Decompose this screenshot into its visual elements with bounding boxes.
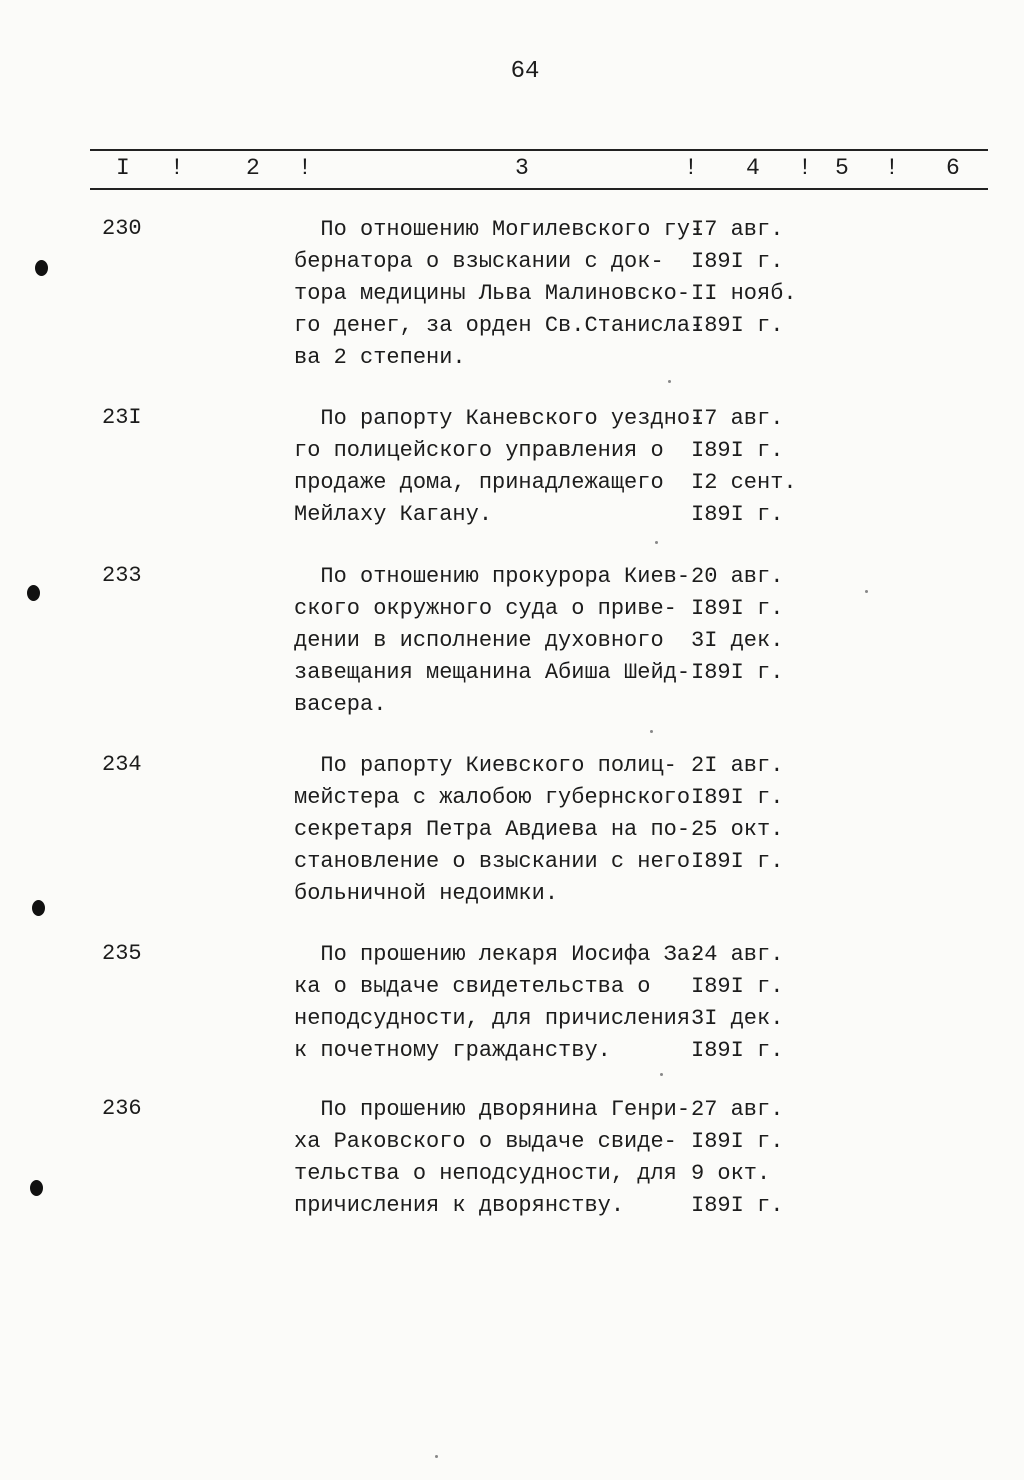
entry-text-line: дении в исполнение духовного (294, 628, 664, 653)
entry-number: 234 (102, 752, 142, 777)
entry-date-line: I2 сент. (691, 470, 797, 495)
col-separator: ! (298, 155, 312, 181)
header-rule-top (90, 149, 988, 151)
scan-speck (660, 1073, 663, 1076)
col-header-2: 2 (246, 155, 260, 181)
entry-date-line: I89I г. (691, 974, 784, 999)
entry-date-line: II нояб. (691, 281, 797, 306)
entry-text-line: По рапорту Киевского полиц- (294, 753, 677, 778)
col-separator: ! (885, 155, 899, 181)
entry-date-line: I89I г. (691, 438, 784, 463)
entry-text-line: ка о выдаче свидетельства о (294, 974, 651, 999)
entry-text-line: По прошению лекаря Иосифа За- (294, 942, 704, 967)
entry-date-line: 9 окт. (691, 1161, 771, 1186)
entry-date-line: 20 авг. (691, 564, 784, 589)
punch-hole (27, 585, 40, 601)
col-header-5: 5 (835, 155, 849, 181)
entry-text-line: По рапорту Каневского уездно- (294, 406, 704, 431)
entry-text-line: неподсудности, для причисления (294, 1006, 691, 1031)
entry-text-line: Мейлаху Кагану. (294, 502, 493, 527)
entry-date-line: I89I г. (691, 249, 784, 274)
header-rule-bottom (90, 188, 988, 190)
entry-number: 235 (102, 941, 142, 966)
entry-number: 230 (102, 216, 142, 241)
entry-date-line: 3I дек. (691, 1006, 784, 1031)
entry-text-line: го денег, за орден Св.Станисла- (294, 313, 704, 338)
entry-text-line: васера. (294, 692, 387, 717)
entry-number: 233 (102, 563, 142, 588)
entry-date-line: I89I г. (691, 785, 784, 810)
entry-date-line: 2I авг. (691, 753, 784, 778)
col-header-4: 4 (746, 155, 760, 181)
entry-date-line: 3I дек. (691, 628, 784, 653)
entry-date-line: I7 авг. (691, 406, 784, 431)
scan-speck (655, 541, 658, 544)
punch-hole (32, 900, 45, 916)
entry-date-line: I89I г. (691, 1129, 784, 1154)
scan-speck (865, 590, 868, 593)
col-separator: ! (170, 155, 184, 181)
entry-text-line: тельства о неподсудности, для (294, 1161, 677, 1186)
entry-date-line: 27 авг. (691, 1097, 784, 1122)
entry-text-line: больничной недоимки. (294, 881, 559, 906)
entry-text-line: По прошению дворянина Генри- (294, 1097, 691, 1122)
entry-text-line: мейстера с жалобою губернского (294, 785, 691, 810)
entry-date-line: I89I г. (691, 849, 784, 874)
entry-date-line: 25 окт. (691, 817, 784, 842)
entry-text-line: ского окружного суда о приве- (294, 596, 677, 621)
entry-date-line: I89I г. (691, 1038, 784, 1063)
col-header-3: 3 (515, 155, 529, 181)
entry-text-line: завещания мещанина Абиша Шейд- (294, 660, 691, 685)
punch-hole (30, 1180, 43, 1196)
entry-date-line: I89I г. (691, 313, 784, 338)
entry-text-line: ха Раковского о выдаче свиде- (294, 1129, 677, 1154)
entry-date-line: I89I г. (691, 502, 784, 527)
entry-text-line: становление о взыскании с него (294, 849, 691, 874)
entry-date-line: 24 авг. (691, 942, 784, 967)
entry-text-line: По отношению Могилевского гу- (294, 217, 704, 242)
col-header-1: I (116, 155, 130, 181)
entry-text-line: бернатора о взыскании с док- (294, 249, 664, 274)
col-separator: ! (684, 155, 698, 181)
entry-number: 23I (102, 405, 142, 430)
entry-text-line: к почетному гражданству. (294, 1038, 611, 1063)
entry-text-line: ва 2 степени. (294, 345, 466, 370)
col-header-6: 6 (946, 155, 960, 181)
entry-text-line: По отношению прокурора Киев- (294, 564, 691, 589)
scan-speck (668, 380, 671, 383)
entry-text-line: го полицейского управления о (294, 438, 664, 463)
entry-date-line: I89I г. (691, 1193, 784, 1218)
page-number: 64 (510, 58, 540, 85)
entry-text-line: причисления к дворянству. (294, 1193, 625, 1218)
entry-date-line: I89I г. (691, 660, 784, 685)
entry-date-line: I7 авг. (691, 217, 784, 242)
entry-date-line: I89I г. (691, 596, 784, 621)
entry-number: 236 (102, 1096, 142, 1121)
entry-text-line: секретаря Петра Авдиева на по- (294, 817, 691, 842)
punch-hole (35, 260, 48, 276)
entry-text-line: продаже дома, принадлежащего (294, 470, 664, 495)
scan-speck (650, 730, 653, 733)
col-separator: ! (798, 155, 812, 181)
entry-text-line: тора медицины Льва Малиновско- (294, 281, 691, 306)
scan-speck (435, 1455, 438, 1458)
